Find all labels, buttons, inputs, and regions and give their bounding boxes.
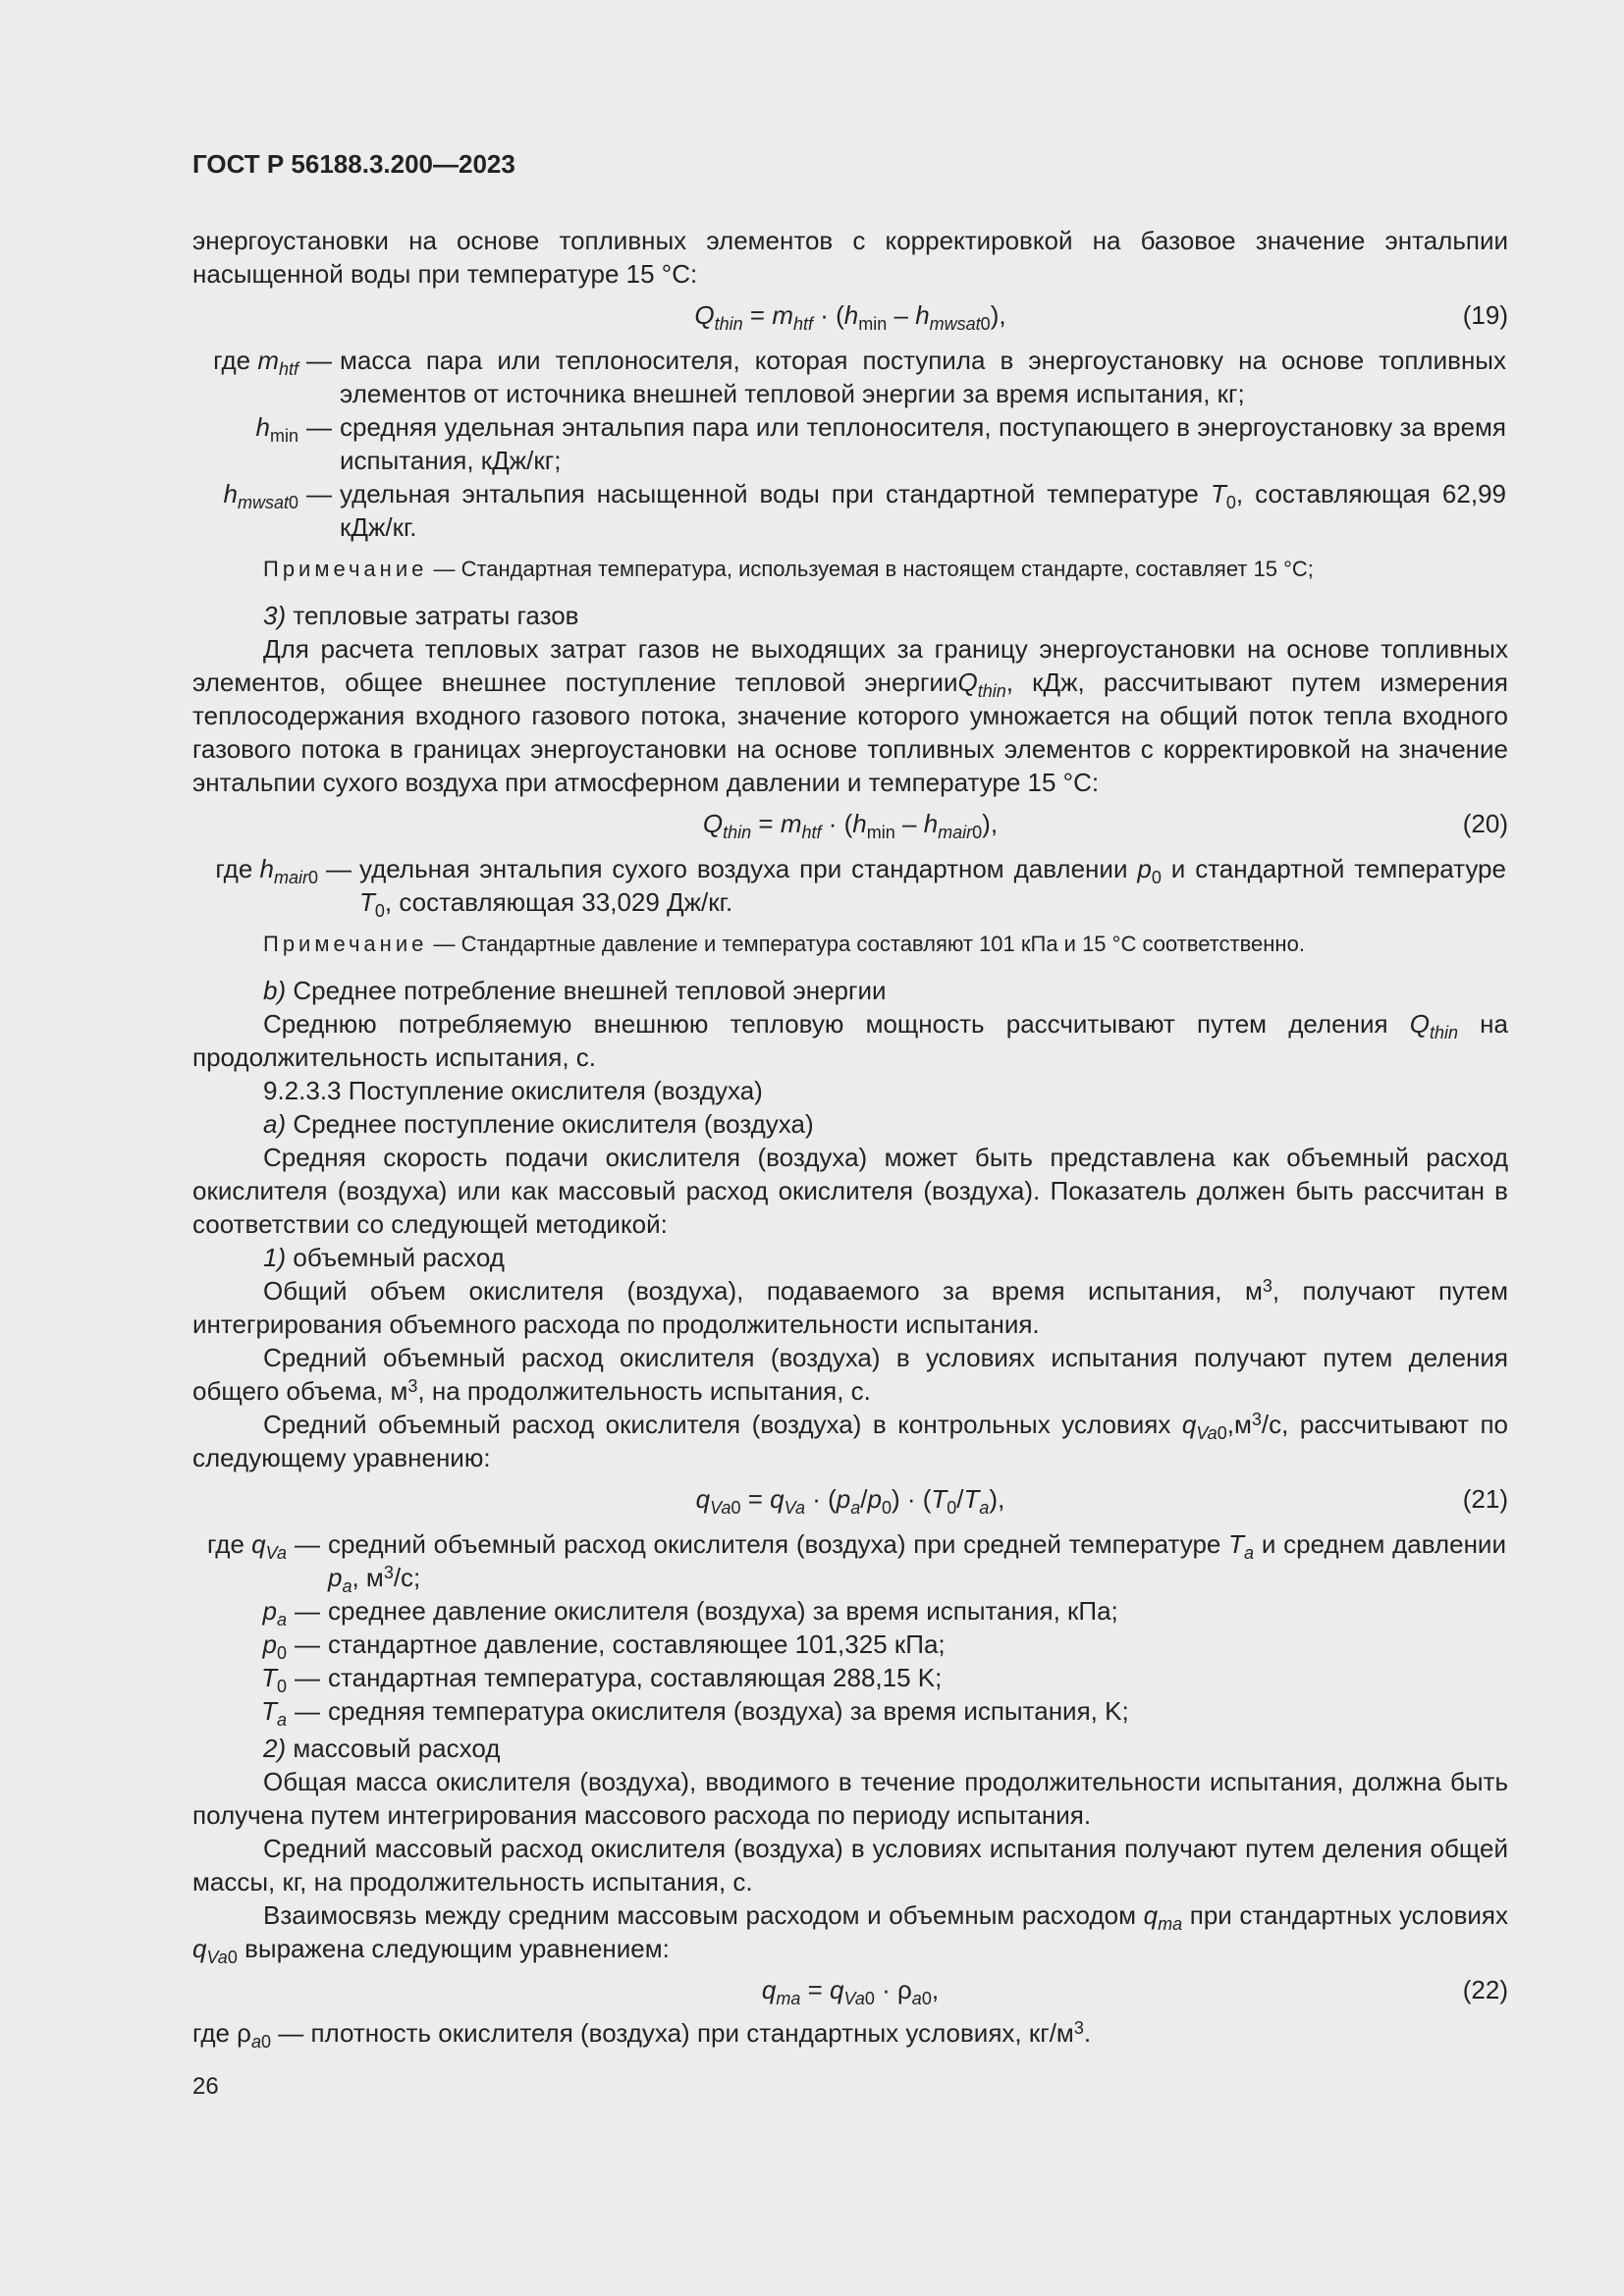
definition-symbol: $h_{min}$ [255, 412, 298, 446]
formula-20 [192, 799, 1508, 850]
equation-number: (22) [1462, 1975, 1508, 2004]
list-item: a) Среднее поступление окислителя (воздуха) [263, 1109, 814, 1139]
definition-symbol: $p_a$ [262, 1596, 287, 1629]
definition-symbol: где $h_{mair0}$ [215, 854, 318, 887]
definition-text: стандартное давление, составляющее 101,325 кПа; [328, 1629, 946, 1659]
paragraph: Средняя скорость подачи окислителя (воздуха) может быть представлена как объемный расход окислителя (воздуха) или как массовый расход окислителя (воздуха). Показатель должен быть рассчитан в соответствии со следующей методикой: [192, 1143, 1508, 1239]
definition-row: $T_0$ — стандартная температура, составляющая 288,15 K; [190, 1661, 1506, 1694]
formula-19 [192, 291, 1508, 342]
formula-22 [192, 1965, 1508, 2016]
note: Примечание — Стандартные давление и температура составляют 101 кПа и 15 °С соответственно. [263, 932, 1305, 956]
paragraph: энергоустановки на основе топливных элементов с корректировкой на базовое значение энтальпии насыщенной воды при температуре 15 °С: [192, 226, 1508, 289]
equation-number: (20) [1462, 809, 1508, 838]
definition-text: средний объемный расход окислителя (воздуха) при средней температуре $T_a$ и среднем давлении $p_a$, $м^3/с$; [328, 1529, 1506, 1596]
paragraph: Общий объем окислителя (воздуха), подаваемого за время испытания, $м^3$, получают путем интегрирования объемного расхода по продолжительности испытания. [192, 1276, 1508, 1339]
definition-symbol: $h_{mwsat0}$ [223, 479, 298, 512]
formula-expression: $Q_{thin} = m_{htf} \cdot (h_{min} - h_{mair0})$, [702, 809, 999, 842]
definition-symbol: $T_0$ [261, 1663, 287, 1696]
equation-number: (19) [1462, 300, 1508, 330]
formula-expression: $Q_{thin} = m_{htf} \cdot (h_{min} - h_{mwsat0})$, [694, 300, 1006, 334]
list-item: 2) массовый расход [263, 1734, 501, 1763]
page-content [192, 224, 1508, 2050]
definition-text: удельная энтальпия сухого воздуха при стандартном давлении $p_0$ и стандартной температуре $T_0$, составляющая 33,029 Дж/кг. [359, 854, 1506, 921]
list-item: 1) объемный расход [263, 1243, 505, 1272]
definition-row: $p_a$ — среднее давление окислителя (воздуха) за время испытания, кПа; [190, 1594, 1506, 1628]
definitions-21 [190, 1527, 1506, 1728]
formula-expression: $q_{ma} = q_{Va0} \cdot \rho_{a0}$, [761, 1975, 940, 2008]
definition-text: среднее давление окислителя (воздуха) за время испытания, кПа; [328, 1596, 1118, 1626]
list-item: 3) тепловые затраты газов [263, 601, 579, 630]
note: Примечание — Стандартная температура, используемая в настоящем стандарте, составляет 15 °С; [263, 557, 1314, 581]
paragraph: Средний массовый расход окислителя (воздуха) в условиях испытания получают путем деления общей массы, кг, на продолжительность испытания, с. [192, 1834, 1508, 1896]
definition-row: $T_a$ — средняя температура окислителя (воздуха) за время испытания, K; [190, 1694, 1506, 1728]
definitions-20 [190, 852, 1506, 919]
formula-21 [192, 1474, 1508, 1525]
definition-text: средняя удельная энтальпия пара или теплоносителя, поступающего в энергоустановку за время испытания, кДж/кг; [340, 412, 1506, 475]
definition-text: удельная энтальпия насыщенной воды при стандартной температуре $T_0$, составляющая 62,99 кДж/кг. [340, 479, 1506, 542]
definition-text: стандартная температура, составляющая 288,15 K; [328, 1663, 943, 1692]
definition-row: где $m_{htf}$ — масса пара или теплоносителя, которая поступила в энергоустановку на основе топливных элементов от источника внешней тепловой энергии за время испытания, кг; [190, 344, 1506, 410]
definitions-19 [190, 344, 1506, 544]
paragraph: Взаимосвязь между средним массовым расходом и объемным расходом $q_{ma}$ при стандартных условиях $q_{Va0}$ выражена следующим уравнением: [192, 1900, 1509, 1967]
formula-expression: $q_{Va0} = q_{Va} \cdot (p_a/p_0) \cdot (T_0/T_a)$, [695, 1484, 1005, 1518]
definition-symbol: где $m_{htf}$ [213, 346, 298, 379]
definition-row: где $q_{Va}$ — средний объемный расход окислителя (воздуха) при средней температуре $T_a$ и среднем давлении $p_a$, $м^3/с$; [190, 1527, 1506, 1594]
paragraph: где $\rho_{a0}$ — плотность окислителя (воздуха) при стандартных условиях, $кг/м^3$. [192, 2018, 1092, 2052]
definition-row: где $h_{mair0}$ — удельная энтальпия сухого воздуха при стандартном давлении $p_0$ и стандартной температуре $T_0$, составляющая 33,029 Дж/кг. [190, 852, 1506, 919]
definition-row: $p_0$ — стандартное давление, составляющее 101,325 кПа; [190, 1628, 1506, 1661]
equation-number: (21) [1462, 1484, 1508, 1514]
definition-text: масса пара или теплоносителя, которая поступила в энергоустановку на основе топливных элементов от источника внешней тепловой энергии за время испытания, кг; [340, 346, 1506, 408]
definition-symbol: где $q_{Va}$ [206, 1529, 287, 1563]
paragraph: Средний объемный расход окислителя (воздуха) в условиях испытания получают путем деления общего объема, $м^3$, на продолжительность испытания, с. [192, 1343, 1508, 1406]
document-header: ГОСТ Р 56188.3.200—2023 [192, 149, 515, 179]
paragraph: Для расчета тепловых затрат газов не выходящих за границу энергоустановки на основе топливных элементов, общее внешнее поступление тепловой энергииQ$_{thin}$, кДж, рассчитывают путем измерения теплосодержания входного газового потока, значение которого умножается на общий поток тепла входного газового потока в границах энергоустановки на основе топливных элементов с корректировкой на значение энтальпии сухого воздуха при атмосферном давлении и температуре 15 °С: [192, 634, 1508, 797]
paragraph: Среднюю потребляемую внешнюю тепловую мощность рассчитывают путем деления $Q_{thin}$ на продолжительность испытания, с. [192, 1009, 1508, 1072]
page-number: 26 [192, 2073, 219, 2100]
definition-row: $h_{min}$ — средняя удельная энтальпия пара или теплоносителя, поступающего в энергоустановку за время испытания, кДж/кг; [190, 410, 1506, 477]
definition-text: средняя температура окислителя (воздуха) за время испытания, K; [328, 1696, 1129, 1726]
definition-row: $h_{mwsat0}$ — удельная энтальпия насыщенной воды при стандартной температуре $T_0$, составляющая 62,99 кДж/кг. [190, 477, 1506, 544]
section-heading: 9.2.3.3 Поступление окислителя (воздуха) [263, 1076, 763, 1105]
list-item: b) Среднее потребление внешней тепловой энергии [263, 976, 887, 1005]
definition-symbol: $p_0$ [262, 1629, 287, 1663]
definition-symbol: $T_a$ [261, 1696, 287, 1730]
paragraph: Общая масса окислителя (воздуха), вводимого в течение продолжительности испытания, должна быть получена путем интегрирования массового расхода по периоду испытания. [192, 1767, 1508, 1830]
paragraph: Средний объемный расход окислителя (воздуха) в контрольных условиях $q_{Va0},м^3/с$, рассчитывают по следующему уравнению: [192, 1410, 1509, 1472]
